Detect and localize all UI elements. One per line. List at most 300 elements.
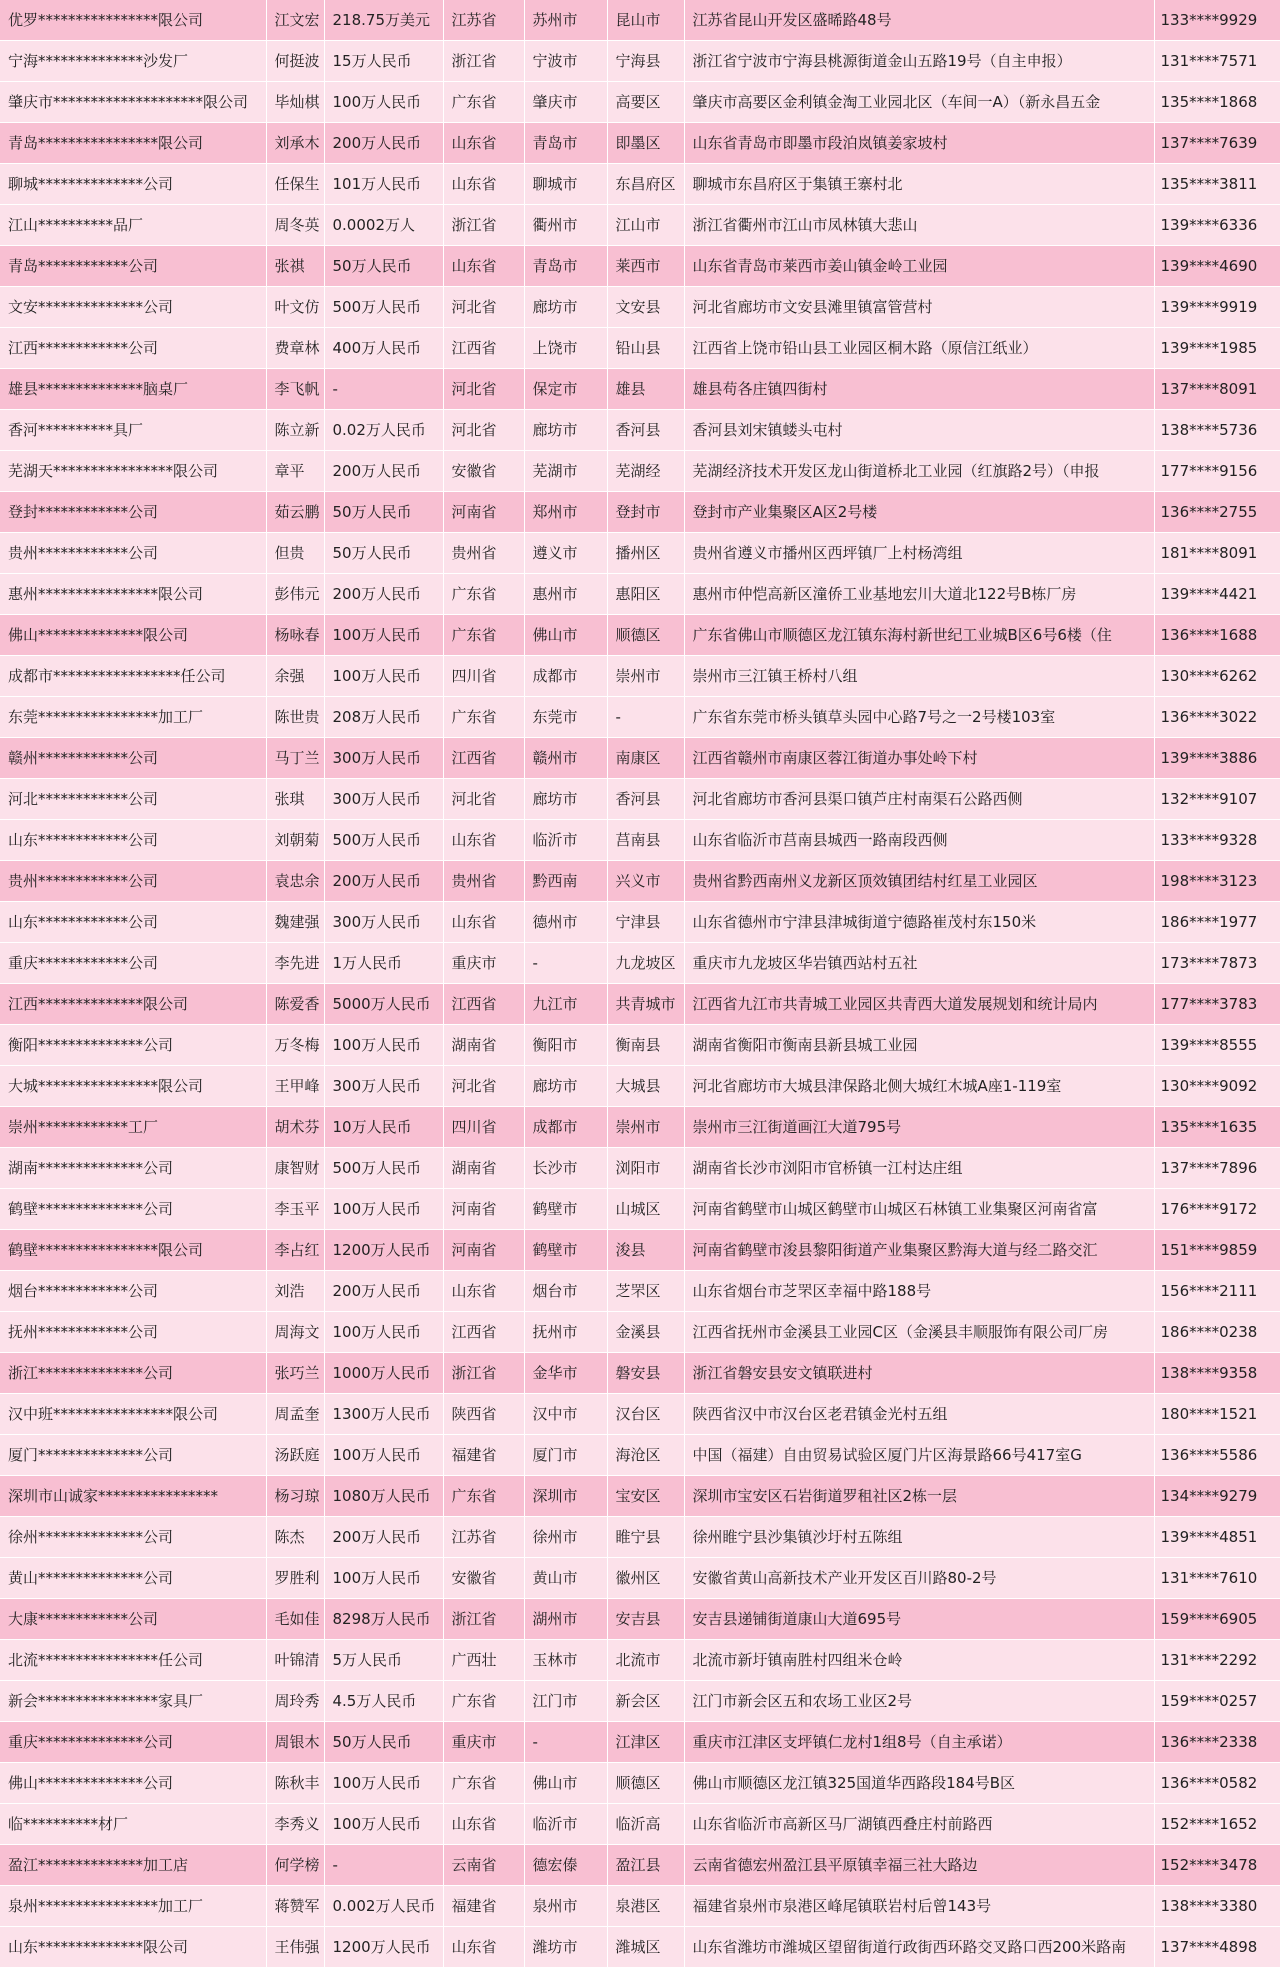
city-cell: 汉中市 — [524, 1394, 607, 1435]
table-row — [0, 1558, 1280, 1599]
province-cell: 福建省 — [443, 1886, 524, 1927]
registered-capital-cell: 100万人民币 — [324, 82, 443, 123]
table-row — [0, 615, 1280, 656]
city-cell: 佛山市 — [524, 1763, 607, 1804]
city-cell: 聊城市 — [524, 164, 607, 205]
phone-cell: 177****9156 — [1154, 451, 1280, 492]
address-cell: 福建省泉州市泉港区峰尾镇联岩村后曾143号 — [684, 1886, 1154, 1927]
company-name-cell: 惠州****************限公司 — [0, 574, 266, 615]
address-cell: 雄县苟各庄镇四街村 — [684, 369, 1154, 410]
table-row — [0, 287, 1280, 328]
district-cell: 盈江县 — [607, 1845, 684, 1886]
city-cell: 成都市 — [524, 656, 607, 697]
address-cell: 江西省上饶市铅山县工业园区桐木路（原信江纸业） — [684, 328, 1154, 369]
district-cell: 共青城市 — [607, 984, 684, 1025]
registered-capital-cell: 5万人民币 — [324, 1640, 443, 1681]
address-cell: 山东省青岛市即墨市段泊岚镇姜家坡村 — [684, 123, 1154, 164]
company-name-cell: 聊城**************公司 — [0, 164, 266, 205]
district-cell: - — [607, 697, 684, 738]
phone-cell: 138****5736 — [1154, 410, 1280, 451]
province-cell: 山东省 — [443, 246, 524, 287]
registered-capital-cell: 0.002万人民币 — [324, 1886, 443, 1927]
address-cell: 广东省佛山市顺德区龙江镇东海村新世纪工业城B区6号6楼（住 — [684, 615, 1154, 656]
registered-capital-cell: 15万人民币 — [324, 41, 443, 82]
address-cell: 湖南省衡阳市衡南县新县城工业园 — [684, 1025, 1154, 1066]
table-row — [0, 1845, 1280, 1886]
company-name-cell: 雄县**************脑桌厂 — [0, 369, 266, 410]
table-row — [0, 1189, 1280, 1230]
province-cell: 江苏省 — [443, 1517, 524, 1558]
address-cell: 重庆市江津区支坪镇仁龙村1组8号（自主承诺） — [684, 1722, 1154, 1763]
province-cell: 江苏省 — [443, 0, 524, 41]
phone-cell: 136****1688 — [1154, 615, 1280, 656]
legal-person-cell: 李秀义 — [266, 1804, 324, 1845]
city-cell: 湖州市 — [524, 1599, 607, 1640]
district-cell: 惠阳区 — [607, 574, 684, 615]
phone-cell: 137****8091 — [1154, 369, 1280, 410]
address-cell: 芜湖经济技术开发区龙山街道桥北工业园（红旗路2号）（申报 — [684, 451, 1154, 492]
legal-person-cell: 刘承木 — [266, 123, 324, 164]
registered-capital-cell: 208万人民币 — [324, 697, 443, 738]
province-cell: 贵州省 — [443, 861, 524, 902]
address-cell: 河南省鹤壁市山城区鹤壁市山城区石林镇工业集聚区河南省富 — [684, 1189, 1154, 1230]
phone-cell: 132****9107 — [1154, 779, 1280, 820]
registered-capital-cell: 218.75万美元 — [324, 0, 443, 41]
province-cell: 河北省 — [443, 410, 524, 451]
company-name-cell: 赣州************公司 — [0, 738, 266, 779]
company-name-cell: 宁海**************沙发厂 — [0, 41, 266, 82]
table-row — [0, 1394, 1280, 1435]
address-cell: 河南省鹤壁市浚县黎阳街道产业集聚区黔海大道与经二路交汇 — [684, 1230, 1154, 1271]
city-cell: 上饶市 — [524, 328, 607, 369]
address-cell: 安徽省黄山高新技术产业开发区百川路80-2号 — [684, 1558, 1154, 1599]
table-row — [0, 1271, 1280, 1312]
city-cell: 青岛市 — [524, 246, 607, 287]
table-row — [0, 41, 1280, 82]
city-cell: 金华市 — [524, 1353, 607, 1394]
city-cell: 德宏傣 — [524, 1845, 607, 1886]
company-name-cell: 山东**************限公司 — [0, 1927, 266, 1968]
district-cell: 兴义市 — [607, 861, 684, 902]
city-cell: 成都市 — [524, 1107, 607, 1148]
city-cell: 黄山市 — [524, 1558, 607, 1599]
district-cell: 南康区 — [607, 738, 684, 779]
company-name-cell: 衡阳**************公司 — [0, 1025, 266, 1066]
address-cell: 惠州市仲恺高新区潼侨工业基地宏川大道北122号B栋厂房 — [684, 574, 1154, 615]
registered-capital-cell: 10万人民币 — [324, 1107, 443, 1148]
registered-capital-cell: 200万人民币 — [324, 1271, 443, 1312]
registered-capital-cell: 4.5万人民币 — [324, 1681, 443, 1722]
company-name-cell: 厦门**************公司 — [0, 1435, 266, 1476]
table-row — [0, 533, 1280, 574]
company-name-cell: 抚州************公司 — [0, 1312, 266, 1353]
city-cell: 衡阳市 — [524, 1025, 607, 1066]
phone-cell: 139****4690 — [1154, 246, 1280, 287]
table-row — [0, 1763, 1280, 1804]
phone-cell: 198****3123 — [1154, 861, 1280, 902]
company-name-cell: 登封************公司 — [0, 492, 266, 533]
company-name-cell: 贵州************公司 — [0, 533, 266, 574]
city-cell: 德州市 — [524, 902, 607, 943]
phone-cell: 139****3886 — [1154, 738, 1280, 779]
company-name-cell: 重庆************公司 — [0, 943, 266, 984]
district-cell: 莒南县 — [607, 820, 684, 861]
company-name-cell: 佛山**************公司 — [0, 1763, 266, 1804]
company-name-cell: 大康************公司 — [0, 1599, 266, 1640]
province-cell: 山东省 — [443, 820, 524, 861]
city-cell: - — [524, 1722, 607, 1763]
city-cell: 九江市 — [524, 984, 607, 1025]
registered-capital-cell: 300万人民币 — [324, 1066, 443, 1107]
district-cell: 芜湖经 — [607, 451, 684, 492]
city-cell: 烟台市 — [524, 1271, 607, 1312]
city-cell: 长沙市 — [524, 1148, 607, 1189]
city-cell: 遵义市 — [524, 533, 607, 574]
table-row — [0, 738, 1280, 779]
province-cell: 山东省 — [443, 164, 524, 205]
table-row — [0, 1599, 1280, 1640]
district-cell: 大城县 — [607, 1066, 684, 1107]
address-cell: 陕西省汉中市汉台区老君镇金光村五组 — [684, 1394, 1154, 1435]
registered-capital-cell: 1000万人民币 — [324, 1353, 443, 1394]
table-row — [0, 574, 1280, 615]
registered-capital-cell: 100万人民币 — [324, 1189, 443, 1230]
phone-cell: 186****0238 — [1154, 1312, 1280, 1353]
city-cell: 青岛市 — [524, 123, 607, 164]
phone-cell: 139****1985 — [1154, 328, 1280, 369]
address-cell: 浙江省磐安县安文镇联进村 — [684, 1353, 1154, 1394]
registered-capital-cell: 8298万人民币 — [324, 1599, 443, 1640]
city-cell: 惠州市 — [524, 574, 607, 615]
registered-capital-cell: 1300万人民币 — [324, 1394, 443, 1435]
city-cell: 廊坊市 — [524, 779, 607, 820]
legal-person-cell: 叶锦清 — [266, 1640, 324, 1681]
address-cell: 河北省廊坊市香河县渠口镇芦庄村南渠石公路西侧 — [684, 779, 1154, 820]
legal-person-cell: 杨习琼 — [266, 1476, 324, 1517]
table-row — [0, 0, 1280, 41]
phone-cell: 136****2755 — [1154, 492, 1280, 533]
table-row — [0, 1148, 1280, 1189]
province-cell: 四川省 — [443, 1107, 524, 1148]
registered-capital-cell: 1万人民币 — [324, 943, 443, 984]
phone-cell: 136****3022 — [1154, 697, 1280, 738]
registered-capital-cell: 1080万人民币 — [324, 1476, 443, 1517]
city-cell: 徐州市 — [524, 1517, 607, 1558]
district-cell: 昆山市 — [607, 0, 684, 41]
district-cell: 江津区 — [607, 1722, 684, 1763]
phone-cell: 135****3811 — [1154, 164, 1280, 205]
registered-capital-cell: 300万人民币 — [324, 738, 443, 779]
company-name-cell: 新会****************家具厂 — [0, 1681, 266, 1722]
legal-person-cell: 余强 — [266, 656, 324, 697]
phone-cell: 133****9929 — [1154, 0, 1280, 41]
legal-person-cell: 陈秋丰 — [266, 1763, 324, 1804]
address-cell: 浙江省衢州市江山市凤林镇大悲山 — [684, 205, 1154, 246]
district-cell: 泉港区 — [607, 1886, 684, 1927]
province-cell: 山东省 — [443, 1271, 524, 1312]
legal-person-cell: 李玉平 — [266, 1189, 324, 1230]
legal-person-cell: 何学榜 — [266, 1845, 324, 1886]
registered-capital-cell: 200万人民币 — [324, 574, 443, 615]
registered-capital-cell: - — [324, 369, 443, 410]
province-cell: 山东省 — [443, 1927, 524, 1968]
registered-capital-cell: 100万人民币 — [324, 1435, 443, 1476]
province-cell: 浙江省 — [443, 1599, 524, 1640]
phone-cell: 159****0257 — [1154, 1681, 1280, 1722]
registered-capital-cell: 50万人民币 — [324, 246, 443, 287]
company-name-cell: 青岛************公司 — [0, 246, 266, 287]
district-cell: 铅山县 — [607, 328, 684, 369]
company-name-cell: 泉州****************加工厂 — [0, 1886, 266, 1927]
table-row — [0, 984, 1280, 1025]
district-cell: 山城区 — [607, 1189, 684, 1230]
province-cell: 贵州省 — [443, 533, 524, 574]
company-name-cell: 佛山**************限公司 — [0, 615, 266, 656]
legal-person-cell: 王甲峰 — [266, 1066, 324, 1107]
province-cell: 广东省 — [443, 1476, 524, 1517]
district-cell: 江山市 — [607, 205, 684, 246]
phone-cell: 176****9172 — [1154, 1189, 1280, 1230]
legal-person-cell: 罗胜利 — [266, 1558, 324, 1599]
province-cell: 安徽省 — [443, 1558, 524, 1599]
address-cell: 江苏省昆山开发区盛晞路48号 — [684, 0, 1154, 41]
city-cell: 江门市 — [524, 1681, 607, 1722]
district-cell: 高要区 — [607, 82, 684, 123]
district-cell: 顺德区 — [607, 1763, 684, 1804]
city-cell: 黔西南 — [524, 861, 607, 902]
company-name-cell: 崇州************工厂 — [0, 1107, 266, 1148]
phone-cell: 139****4851 — [1154, 1517, 1280, 1558]
district-cell: 浚县 — [607, 1230, 684, 1271]
company-name-cell: 成都市*****************任公司 — [0, 656, 266, 697]
table-row — [0, 1517, 1280, 1558]
registered-capital-cell: 100万人民币 — [324, 1025, 443, 1066]
legal-person-cell: 章平 — [266, 451, 324, 492]
registered-capital-cell: 200万人民币 — [324, 123, 443, 164]
province-cell: 河北省 — [443, 287, 524, 328]
phone-cell: 152****3478 — [1154, 1845, 1280, 1886]
registered-capital-cell: 500万人民币 — [324, 820, 443, 861]
legal-person-cell: 毕灿棋 — [266, 82, 324, 123]
district-cell: 金溪县 — [607, 1312, 684, 1353]
legal-person-cell: 万冬梅 — [266, 1025, 324, 1066]
registered-capital-cell: - — [324, 1845, 443, 1886]
province-cell: 重庆市 — [443, 943, 524, 984]
phone-cell: 177****3783 — [1154, 984, 1280, 1025]
city-cell: 厦门市 — [524, 1435, 607, 1476]
registered-capital-cell: 100万人民币 — [324, 656, 443, 697]
table-row — [0, 1025, 1280, 1066]
province-cell: 江西省 — [443, 984, 524, 1025]
registered-capital-cell: 300万人民币 — [324, 902, 443, 943]
company-name-cell: 黄山**************公司 — [0, 1558, 266, 1599]
legal-person-cell: 周银木 — [266, 1722, 324, 1763]
phone-cell: 139****8555 — [1154, 1025, 1280, 1066]
table-row — [0, 861, 1280, 902]
company-name-cell: 河北************公司 — [0, 779, 266, 820]
company-name-cell: 盈江**************加工店 — [0, 1845, 266, 1886]
city-cell: 郑州市 — [524, 492, 607, 533]
legal-person-cell: 袁忠余 — [266, 861, 324, 902]
province-cell: 陕西省 — [443, 1394, 524, 1435]
district-cell: 海沧区 — [607, 1435, 684, 1476]
phone-cell: 135****1868 — [1154, 82, 1280, 123]
province-cell: 广东省 — [443, 1763, 524, 1804]
table-row — [0, 943, 1280, 984]
district-cell: 临沂高 — [607, 1804, 684, 1845]
province-cell: 浙江省 — [443, 1353, 524, 1394]
province-cell: 安徽省 — [443, 451, 524, 492]
district-cell: 雄县 — [607, 369, 684, 410]
table-row — [0, 1107, 1280, 1148]
phone-cell: 180****1521 — [1154, 1394, 1280, 1435]
province-cell: 湖南省 — [443, 1025, 524, 1066]
legal-person-cell: 王伟强 — [266, 1927, 324, 1968]
province-cell: 广东省 — [443, 615, 524, 656]
registered-capital-cell: 200万人民币 — [324, 451, 443, 492]
company-name-cell: 湖南**************公司 — [0, 1148, 266, 1189]
registered-capital-cell: 200万人民币 — [324, 1517, 443, 1558]
registered-capital-cell: 100万人民币 — [324, 1804, 443, 1845]
district-cell: 磐安县 — [607, 1353, 684, 1394]
legal-person-cell: 马丁兰 — [266, 738, 324, 779]
registered-capital-cell: 0.02万人民币 — [324, 410, 443, 451]
legal-person-cell: 彭伟元 — [266, 574, 324, 615]
district-cell: 汉台区 — [607, 1394, 684, 1435]
phone-cell: 186****1977 — [1154, 902, 1280, 943]
province-cell: 河南省 — [443, 1189, 524, 1230]
phone-cell: 138****9358 — [1154, 1353, 1280, 1394]
phone-cell: 138****3380 — [1154, 1886, 1280, 1927]
phone-cell: 136****0582 — [1154, 1763, 1280, 1804]
legal-person-cell: 陈世贵 — [266, 697, 324, 738]
company-name-cell: 香河**********具厂 — [0, 410, 266, 451]
phone-cell: 136****5586 — [1154, 1435, 1280, 1476]
table-row — [0, 697, 1280, 738]
legal-person-cell: 蒋赞军 — [266, 1886, 324, 1927]
legal-person-cell: 周孟奎 — [266, 1394, 324, 1435]
province-cell: 广东省 — [443, 1681, 524, 1722]
legal-person-cell: 周冬英 — [266, 205, 324, 246]
phone-cell: 156****2111 — [1154, 1271, 1280, 1312]
address-cell: 中国（福建）自由贸易试验区厦门片区海景路66号417室G — [684, 1435, 1154, 1476]
province-cell: 河南省 — [443, 492, 524, 533]
phone-cell: 151****9859 — [1154, 1230, 1280, 1271]
legal-person-cell: 汤跃庭 — [266, 1435, 324, 1476]
address-cell: 河北省廊坊市文安县滩里镇富管营村 — [684, 287, 1154, 328]
address-cell: 山东省德州市宁津县津城街道宁德路崔茂村东150米 — [684, 902, 1154, 943]
address-cell: 贵州省遵义市播州区西坪镇厂上村杨湾组 — [684, 533, 1154, 574]
table-row — [0, 656, 1280, 697]
phone-cell: 135****1635 — [1154, 1107, 1280, 1148]
legal-person-cell: 叶文仿 — [266, 287, 324, 328]
company-name-cell: 江山**********品厂 — [0, 205, 266, 246]
district-cell: 香河县 — [607, 779, 684, 820]
table-row — [0, 205, 1280, 246]
company-name-cell: 江西**************限公司 — [0, 984, 266, 1025]
table-row — [0, 1353, 1280, 1394]
registered-capital-cell: 1200万人民币 — [324, 1230, 443, 1271]
district-cell: 顺德区 — [607, 615, 684, 656]
company-name-cell: 深圳市山诚家**************** — [0, 1476, 266, 1517]
province-cell: 云南省 — [443, 1845, 524, 1886]
district-cell: 安吉县 — [607, 1599, 684, 1640]
company-name-cell: 浙江**************公司 — [0, 1353, 266, 1394]
district-cell: 播州区 — [607, 533, 684, 574]
address-cell: 北流市新圩镇南胜村四组米仓岭 — [684, 1640, 1154, 1681]
city-cell: 廊坊市 — [524, 287, 607, 328]
company-name-cell: 东莞****************加工厂 — [0, 697, 266, 738]
address-cell: 深圳市宝安区石岩街道罗租社区2栋一层 — [684, 1476, 1154, 1517]
city-cell: 赣州市 — [524, 738, 607, 779]
phone-cell: 131****7610 — [1154, 1558, 1280, 1599]
address-cell: 广东省东莞市桥头镇草头园中心路7号之一2号楼103室 — [684, 697, 1154, 738]
table-row — [0, 1927, 1280, 1968]
table-row — [0, 1066, 1280, 1107]
table-row — [0, 1312, 1280, 1353]
address-cell: 登封市产业集聚区A区2号楼 — [684, 492, 1154, 533]
city-cell: 玉林市 — [524, 1640, 607, 1681]
district-cell: 文安县 — [607, 287, 684, 328]
address-cell: 湖南省长沙市浏阳市官桥镇一江村达庄组 — [684, 1148, 1154, 1189]
address-cell: 重庆市九龙坡区华岩镇西站村五社 — [684, 943, 1154, 984]
district-cell: 东昌府区 — [607, 164, 684, 205]
legal-person-cell: 江文宏 — [266, 0, 324, 41]
registered-capital-cell: 100万人民币 — [324, 615, 443, 656]
district-cell: 即墨区 — [607, 123, 684, 164]
table-row — [0, 1435, 1280, 1476]
table-row — [0, 1804, 1280, 1845]
city-cell: 鹤壁市 — [524, 1230, 607, 1271]
company-name-cell: 烟台************公司 — [0, 1271, 266, 1312]
address-cell: 香河县刘宋镇蝼头屯村 — [684, 410, 1154, 451]
company-name-cell: 山东************公司 — [0, 820, 266, 861]
company-name-cell: 山东************公司 — [0, 902, 266, 943]
district-cell: 新会区 — [607, 1681, 684, 1722]
table-row — [0, 369, 1280, 410]
legal-person-cell: 张琪 — [266, 779, 324, 820]
registered-capital-cell: 5000万人民币 — [324, 984, 443, 1025]
city-cell: 临沂市 — [524, 820, 607, 861]
city-cell: 宁波市 — [524, 41, 607, 82]
district-cell: 北流市 — [607, 1640, 684, 1681]
address-cell: 山东省临沂市高新区马厂湖镇西叠庄村前路西 — [684, 1804, 1154, 1845]
district-cell: 登封市 — [607, 492, 684, 533]
district-cell: 浏阳市 — [607, 1148, 684, 1189]
address-cell: 安吉县递铺街道康山大道695号 — [684, 1599, 1154, 1640]
province-cell: 河北省 — [443, 779, 524, 820]
address-cell: 江西省抚州市金溪县工业园C区（金溪县丰顺服饰有限公司厂房 — [684, 1312, 1154, 1353]
registered-capital-cell: 50万人民币 — [324, 492, 443, 533]
table-row — [0, 1230, 1280, 1271]
phone-cell: 137****4898 — [1154, 1927, 1280, 1968]
province-cell: 浙江省 — [443, 41, 524, 82]
table-row — [0, 246, 1280, 287]
phone-cell: 152****1652 — [1154, 1804, 1280, 1845]
district-cell: 崇州市 — [607, 656, 684, 697]
district-cell: 宁海县 — [607, 41, 684, 82]
table-row — [0, 410, 1280, 451]
legal-person-cell: 周玲秀 — [266, 1681, 324, 1722]
district-cell: 宝安区 — [607, 1476, 684, 1517]
phone-cell: 139****6336 — [1154, 205, 1280, 246]
address-cell: 佛山市顺德区龙江镇325国道华西路段184号B区 — [684, 1763, 1154, 1804]
table-row — [0, 779, 1280, 820]
legal-person-cell: 任保生 — [266, 164, 324, 205]
address-cell: 江西省九江市共青城工业园区共青西大道发展规划和统计局内 — [684, 984, 1154, 1025]
address-cell: 浙江省宁波市宁海县桃源街道金山五路19号（自主申报） — [684, 41, 1154, 82]
address-cell: 崇州市三江镇王桥村八组 — [684, 656, 1154, 697]
